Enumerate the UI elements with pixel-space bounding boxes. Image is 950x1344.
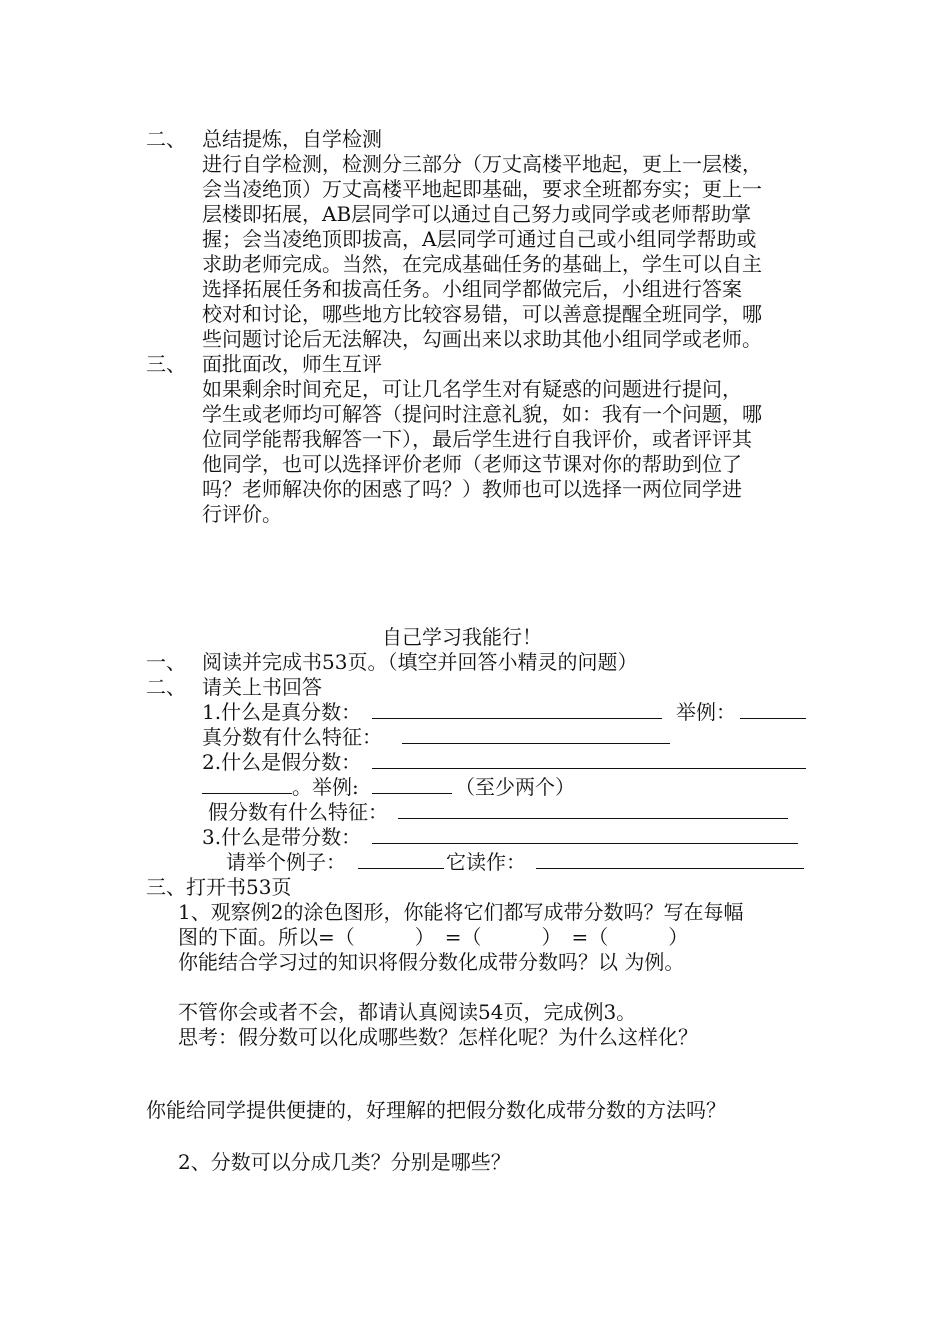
section-number: 二、 xyxy=(146,127,186,151)
paragraph-line: 学生或老师均可解答（提问时注意礼貌，如：我有一个问题，哪 xyxy=(202,402,762,426)
item-text: 你能结合学习过的知识将假分数化成带分数吗？以 为例。 xyxy=(178,950,685,974)
section-heading: 面批面改，师生互评 xyxy=(202,352,382,376)
answer-blank[interactable] xyxy=(358,850,444,869)
paragraph-line: 选择拓展任务和拔高任务。小组同学都做完后，小组进行答案 xyxy=(202,277,742,301)
paragraph-line: 进行自学检测，检测分三部分（万丈高楼平地起，更上一层楼， xyxy=(202,152,762,176)
item-text: 思考：假分数可以化成哪些数？怎样化呢？为什么这样化？ xyxy=(178,1025,698,1049)
question-proper-feature: 真分数有什么特征： xyxy=(202,725,382,749)
example-label: 。举例: xyxy=(292,775,359,799)
section-number: 三、 xyxy=(146,352,186,376)
paragraph-line: 校对和讨论，哪些地方比较容易错，可以善意提醒全班同学，哪 xyxy=(202,302,762,326)
paragraph-line: 行评价。 xyxy=(202,502,282,526)
answer-blank[interactable] xyxy=(402,725,670,744)
item-text: 2、分数可以分成几类？分别是哪些？ xyxy=(178,1150,511,1174)
answer-blank[interactable] xyxy=(202,775,292,794)
paragraph-line: 会当凌绝顶）万丈高楼平地起即基础，要求全班都夯实；更上一 xyxy=(202,177,762,201)
answer-blank[interactable] xyxy=(536,850,804,869)
paragraph-line: 吗？老师解决你的困惑了吗？）教师也可以选择一两位同学进 xyxy=(202,477,742,501)
example-label: 举例： xyxy=(676,700,736,724)
item-number: 二、 xyxy=(146,675,186,699)
paragraph-line: 些问题讨论后无法解决，勾画出来以求助其他小组同学或老师。 xyxy=(202,327,762,351)
item-heading: 三、打开书53页 xyxy=(146,875,292,899)
answer-blank[interactable] xyxy=(372,700,662,719)
method-question: 你能给同学提供便捷的，好理解的把假分数化成带分数的方法吗？ xyxy=(146,1098,726,1122)
worksheet-title: 自己学习我能行！ xyxy=(382,625,542,649)
note-label: （至少两个） xyxy=(455,775,575,799)
paragraph-line: 求助老师完成。当然，在完成基础任务的基础上，学生可以自主 xyxy=(202,252,762,276)
section-heading: 总结提炼，自学检测 xyxy=(202,127,382,151)
item-text: 1、观察例2的涂色图形，你能将它们都写成带分数吗？写在每幅 xyxy=(178,900,744,924)
item-text: 阅读并完成书53页。（填空并回答小精灵的问题） xyxy=(202,650,638,674)
paragraph-line: 他同学，也可以选择评价老师（老师这节课对你的帮助到位了 xyxy=(202,452,742,476)
paragraph-line: 握；会当凌绝顶即拔高，A层同学可通过自己或小组同学帮助或 xyxy=(202,227,757,251)
example-label: 请举个例子： xyxy=(226,850,346,874)
read-as-label: 它读作： xyxy=(446,850,526,874)
item-text: 请关上书回答 xyxy=(202,675,322,699)
answer-blank[interactable] xyxy=(372,825,798,844)
answer-blank[interactable] xyxy=(372,750,806,769)
item-number: 一、 xyxy=(146,650,186,674)
question-improper-fraction: 2.什么是假分数： xyxy=(202,750,362,774)
item-text: 图的下面。所以=（ ） =（ ） =（ ） xyxy=(178,925,689,949)
question-improper-feature: 假分数有什么特征： xyxy=(208,800,388,824)
paragraph-line: 层楼即拓展，AB层同学可以通过自己努力或同学或老师帮助掌 xyxy=(202,202,752,226)
item-text: 不管你会或者不会，都请认真阅读54页，完成例3。 xyxy=(178,1000,637,1024)
paragraph-line: 如果剩余时间充足，可让几名学生对有疑惑的问题进行提问， xyxy=(202,377,742,401)
answer-blank[interactable] xyxy=(740,700,806,719)
paragraph-line: 位同学能帮我解答一下），最后学生进行自我评价，或者评评其 xyxy=(202,427,752,451)
answer-blank[interactable] xyxy=(398,800,788,819)
answer-blank[interactable] xyxy=(372,775,452,794)
question-proper-fraction: 1.什么是真分数： xyxy=(202,700,362,724)
question-mixed-number: 3.什么是带分数： xyxy=(202,825,362,849)
